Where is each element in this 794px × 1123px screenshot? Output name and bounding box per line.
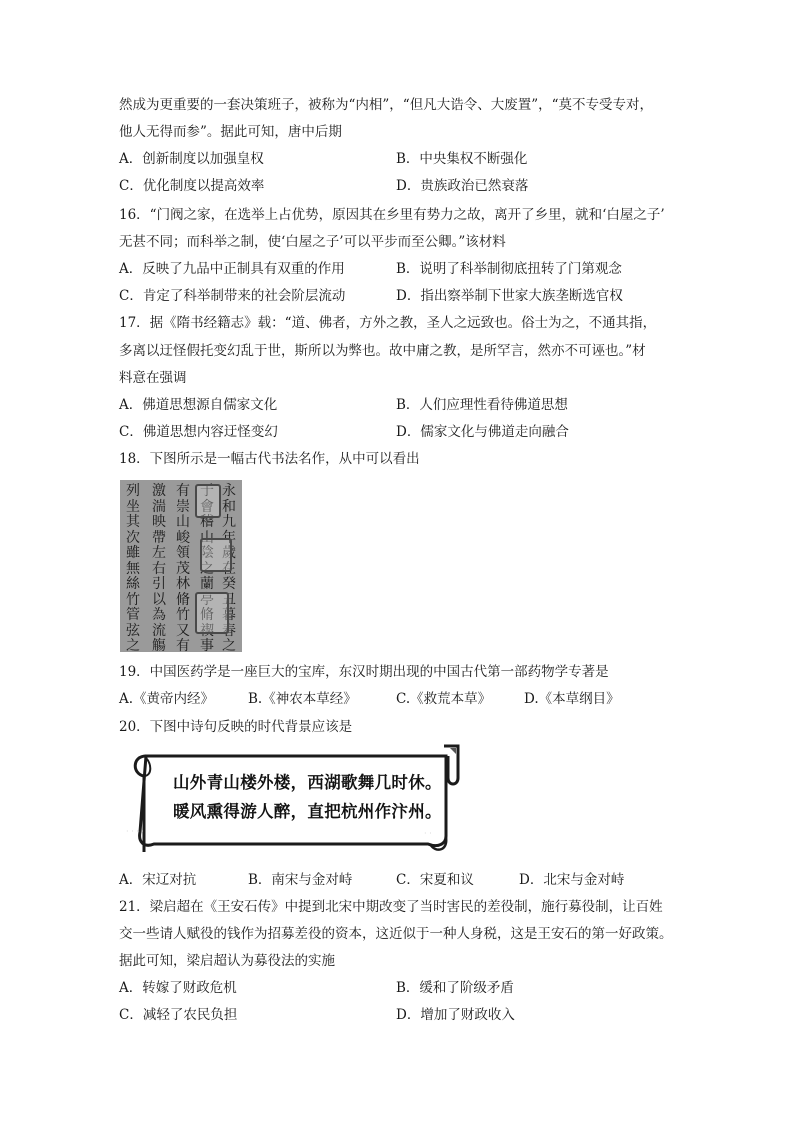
q16-option-b[interactable]: B．说明了科举制彻底扭转了门第观念 bbox=[396, 261, 622, 277]
q16-option-d[interactable]: D．指出察举制下世家大族垄断选官权 bbox=[396, 288, 623, 304]
q16-stem-line1: 16．“门阀之家，在选举上占优势，原因其在乡里有势力之故，离开了乡里，就和‘白屋之子’ bbox=[119, 207, 665, 223]
q17-stem-line3: 料意在强调 bbox=[119, 370, 187, 386]
q21-stem-line1: 21．梁启超在《王安石传》中提到北宋中期改变了当时害民的差役制，施行募役制，让百姓 bbox=[119, 899, 663, 915]
q19-option-a[interactable]: A.《黄帝内经》 bbox=[119, 691, 215, 707]
q20-option-a[interactable]: A．宋辽对抗 bbox=[119, 872, 197, 888]
q15-option-a[interactable]: A．创新制度以加强皇权 bbox=[119, 151, 264, 167]
poem-line-2: 暖风熏得游人醉，直把杭州作汴州。 bbox=[173, 802, 442, 821]
calligraphy-column: 激湍映帶左右引以為流觴 bbox=[152, 483, 166, 652]
q17-option-d[interactable]: D．儒家文化与佛道走向融合 bbox=[396, 424, 569, 440]
q19-stem: 19．中国医药学是一座巨大的宝库，东汉时期出现的中国古代第一部药物学专著是 bbox=[119, 664, 609, 680]
q21-option-a[interactable]: A．转嫁了财政危机 bbox=[119, 980, 237, 996]
q17-option-c[interactable]: C．佛道思想内容迂怪变幻 bbox=[119, 424, 278, 440]
q16-stem-line2: 无甚不同；而科举之制，使‘白屋之子’可以平步而至公卿。”该材料 bbox=[119, 234, 506, 250]
q19-option-b[interactable]: B.《神农本草经》 bbox=[248, 691, 357, 707]
q15-option-d[interactable]: D．贵族政治已然衰落 bbox=[396, 178, 529, 194]
q15-stem-line2: 他人无得而参”。据此可知，唐中后期 bbox=[119, 124, 342, 140]
q21-stem-line2: 交一些请人赋役的钱作为招募差役的资本，这近似于一种人身税，这是王安石的第一好政策。 bbox=[119, 926, 673, 942]
calligraphy-column: 列坐其次雖無絲竹管弦之 bbox=[126, 483, 140, 652]
q16-option-a[interactable]: A．反映了九品中正制具有双重的作用 bbox=[119, 261, 345, 277]
seal-stamp bbox=[200, 538, 232, 572]
q15-stem-line1: 然成为更重要的一套决策班子，被称为“内相”，“但凡大诰令、大废置”，“莫不专受专对， bbox=[119, 97, 654, 113]
q21-stem-line3: 据此可知，梁启超认为募役法的实施 bbox=[119, 953, 335, 969]
q20-stem: 20．下图中诗句反映的时代背景应该是 bbox=[119, 719, 353, 735]
q17-stem-line2: 多离以迂怪假托变幻乱于世，斯所以为弊也。故中庸之教，是所罕言，然亦不可诬也。”材 bbox=[119, 343, 646, 359]
q18-stem: 18．下图所示是一幅古代书法名作，从中可以看出 bbox=[119, 451, 420, 467]
q20-option-c[interactable]: C．宋夏和议 bbox=[396, 872, 474, 888]
seal-stamp bbox=[195, 592, 229, 634]
q21-option-b[interactable]: B．缓和了阶级矛盾 bbox=[396, 980, 514, 996]
svg-text:· · · ·: · · · · bbox=[126, 827, 144, 836]
calligraphy-column: 永和九年歲在癸丑暮春之 bbox=[222, 483, 236, 652]
q17-option-a[interactable]: A．佛道思想源自儒家文化 bbox=[119, 397, 278, 413]
q15-option-c[interactable]: C．优化制度以提高效率 bbox=[119, 178, 265, 194]
q16-option-c[interactable]: C．肯定了科举制带来的社会阶层流动 bbox=[119, 288, 346, 304]
q20-option-b[interactable]: B．南宋与金对峙 bbox=[248, 872, 353, 888]
q15-option-b[interactable]: B．中央集权不断强化 bbox=[396, 151, 528, 167]
q20-option-d[interactable]: D．北宋与金对峙 bbox=[519, 872, 625, 888]
q21-option-c[interactable]: C．减轻了农民负担 bbox=[119, 1007, 238, 1023]
q17-stem-line1: 17．据《隋书经籍志》载：“道、佛者，方外之教，圣人之远致也。俗士为之，不通其指， bbox=[119, 315, 657, 331]
q21-option-d[interactable]: D．增加了财政收入 bbox=[396, 1007, 515, 1023]
calligraphy-column: 有崇山峻領茂林脩竹又有 bbox=[176, 483, 190, 652]
poem-line-1: 山外青山楼外楼，西湖歌舞几时休。 bbox=[173, 773, 442, 792]
q19-option-d[interactable]: D.《本草纲目》 bbox=[524, 691, 620, 707]
seal-stamp bbox=[195, 484, 221, 518]
q19-option-c[interactable]: C.《救荒本草》 bbox=[396, 691, 492, 707]
q17-option-b[interactable]: B．人们应理性看待佛道思想 bbox=[396, 397, 568, 413]
svg-text:· ·: · · bbox=[424, 829, 432, 838]
calligraphy-image bbox=[120, 480, 242, 652]
calligraphy-column: 于會稽山陰之蘭亭脩禊事 bbox=[200, 483, 214, 652]
